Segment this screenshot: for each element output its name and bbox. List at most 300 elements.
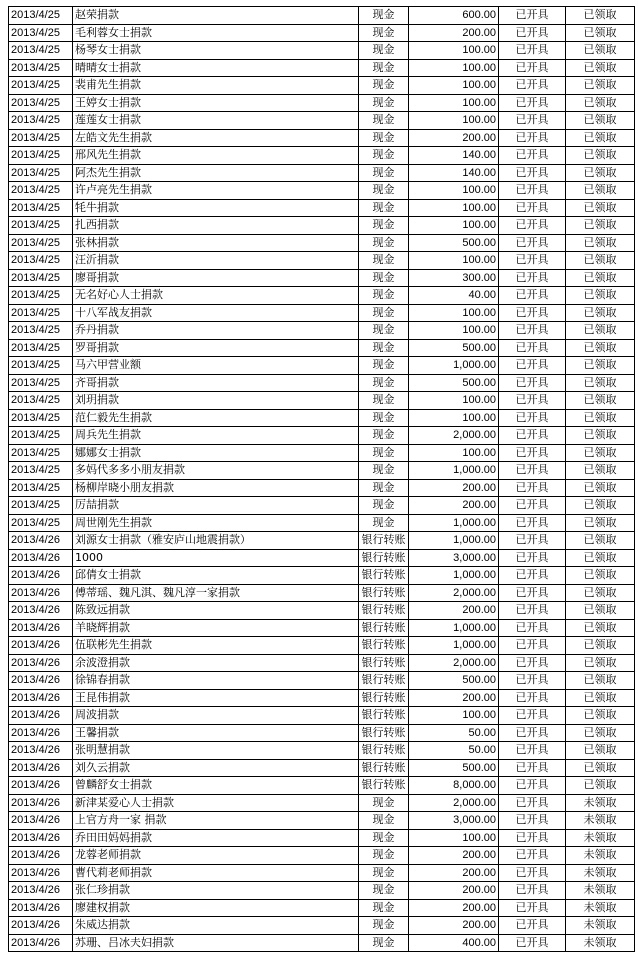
table-row (9, 59, 635, 77)
collection-status-cell: 已领取 (566, 357, 635, 375)
table-row (9, 322, 635, 340)
amount-cell: 300.00 (409, 269, 499, 287)
collection-status-cell: 已领取 (566, 59, 635, 77)
description-cell: 王昆伟捐款 (73, 689, 359, 707)
date-cell: 2013/4/25 (9, 24, 73, 42)
collection-status-cell: 已领取 (566, 409, 635, 427)
date-cell: 2013/4/26 (9, 672, 73, 690)
description-cell: 王馨捐款 (73, 724, 359, 742)
amount-cell: 1,000.00 (409, 462, 499, 480)
receipt-status-cell: 已开具 (499, 322, 566, 340)
description-cell: 陈致远捐款 (73, 602, 359, 620)
table-row (9, 654, 635, 672)
payment-method-cell: 现金 (359, 409, 409, 427)
table-row (9, 129, 635, 147)
payment-method-cell: 现金 (359, 164, 409, 182)
table-row (9, 339, 635, 357)
date-cell: 2013/4/26 (9, 602, 73, 620)
amount-cell: 2,000.00 (409, 427, 499, 445)
amount-cell: 200.00 (409, 602, 499, 620)
payment-method-cell: 现金 (359, 147, 409, 165)
description-cell: 刘久云捐款 (73, 759, 359, 777)
payment-method-cell: 现金 (359, 322, 409, 340)
date-cell: 2013/4/25 (9, 217, 73, 235)
description-cell: 牦牛捐款 (73, 199, 359, 217)
payment-method-cell: 银行转账 (359, 742, 409, 760)
collection-status-cell: 已领取 (566, 532, 635, 550)
collection-status-cell: 已领取 (566, 199, 635, 217)
payment-method-cell: 现金 (359, 357, 409, 375)
receipt-status-cell: 已开具 (499, 462, 566, 480)
payment-method-cell: 现金 (359, 129, 409, 147)
table-row (9, 637, 635, 655)
collection-status-cell: 未领取 (566, 882, 635, 900)
table-row (9, 934, 635, 952)
date-cell: 2013/4/25 (9, 392, 73, 410)
description-cell: 曹代莉老师捐款 (73, 864, 359, 882)
description-cell: 杨柳岸晓小朋友捐款 (73, 479, 359, 497)
receipt-status-cell: 已开具 (499, 304, 566, 322)
table-row (9, 462, 635, 480)
amount-cell: 3,000.00 (409, 549, 499, 567)
table-row (9, 217, 635, 235)
amount-cell: 100.00 (409, 182, 499, 200)
description-cell: 上官方舟一家 捐款 (73, 812, 359, 830)
collection-status-cell: 已领取 (566, 549, 635, 567)
date-cell: 2013/4/26 (9, 724, 73, 742)
receipt-status-cell: 已开具 (499, 847, 566, 865)
table-row (9, 164, 635, 182)
collection-status-cell: 已领取 (566, 304, 635, 322)
amount-cell: 100.00 (409, 77, 499, 95)
table-row (9, 602, 635, 620)
description-cell: 苏珊、吕冰夫妇捐款 (73, 934, 359, 952)
collection-status-cell: 已领取 (566, 374, 635, 392)
description-cell: 十八军战友捐款 (73, 304, 359, 322)
receipt-status-cell: 已开具 (499, 59, 566, 77)
receipt-status-cell: 已开具 (499, 147, 566, 165)
description-cell: 许卢亮先生捐款 (73, 182, 359, 200)
date-cell: 2013/4/25 (9, 199, 73, 217)
date-cell: 2013/4/25 (9, 444, 73, 462)
description-cell: 新津某爱心人士捐款 (73, 794, 359, 812)
receipt-status-cell: 已开具 (499, 182, 566, 200)
payment-method-cell: 现金 (359, 374, 409, 392)
receipt-status-cell: 已开具 (499, 812, 566, 830)
amount-cell: 200.00 (409, 497, 499, 515)
date-cell: 2013/4/25 (9, 252, 73, 270)
collection-status-cell: 已领取 (566, 322, 635, 340)
description-cell: 裴甫先生捐款 (73, 77, 359, 95)
date-cell: 2013/4/26 (9, 917, 73, 935)
donation-ledger (8, 6, 635, 952)
payment-method-cell: 现金 (359, 864, 409, 882)
table-row (9, 672, 635, 690)
date-cell: 2013/4/26 (9, 742, 73, 760)
receipt-status-cell: 已开具 (499, 287, 566, 305)
receipt-status-cell: 已开具 (499, 339, 566, 357)
receipt-status-cell: 已开具 (499, 619, 566, 637)
date-cell: 2013/4/25 (9, 164, 73, 182)
receipt-status-cell: 已开具 (499, 77, 566, 95)
date-cell: 2013/4/25 (9, 304, 73, 322)
collection-status-cell: 未领取 (566, 934, 635, 952)
description-cell: 范仁毅先生捐款 (73, 409, 359, 427)
collection-status-cell: 已领取 (566, 759, 635, 777)
description-cell: 杨琴女士捐款 (73, 42, 359, 60)
collection-status-cell: 已领取 (566, 707, 635, 725)
date-cell: 2013/4/25 (9, 427, 73, 445)
amount-cell: 500.00 (409, 339, 499, 357)
date-cell: 2013/4/26 (9, 759, 73, 777)
payment-method-cell: 银行转账 (359, 777, 409, 795)
payment-method-cell: 现金 (359, 479, 409, 497)
table-row (9, 427, 635, 445)
receipt-status-cell: 已开具 (499, 112, 566, 130)
amount-cell: 100.00 (409, 392, 499, 410)
table-row (9, 882, 635, 900)
description-cell: 扎西捐款 (73, 217, 359, 235)
date-cell: 2013/4/25 (9, 339, 73, 357)
payment-method-cell: 现金 (359, 217, 409, 235)
date-cell: 2013/4/25 (9, 287, 73, 305)
table-row (9, 742, 635, 760)
payment-method-cell: 现金 (359, 59, 409, 77)
table-row (9, 777, 635, 795)
payment-method-cell: 现金 (359, 882, 409, 900)
payment-method-cell: 现金 (359, 182, 409, 200)
amount-cell: 1,000.00 (409, 532, 499, 550)
date-cell: 2013/4/25 (9, 147, 73, 165)
collection-status-cell: 已领取 (566, 479, 635, 497)
collection-status-cell: 已领取 (566, 217, 635, 235)
amount-cell: 100.00 (409, 444, 499, 462)
payment-method-cell: 现金 (359, 94, 409, 112)
amount-cell: 3,000.00 (409, 812, 499, 830)
payment-method-cell: 银行转账 (359, 689, 409, 707)
payment-method-cell: 现金 (359, 339, 409, 357)
collection-status-cell: 未领取 (566, 794, 635, 812)
receipt-status-cell: 已开具 (499, 602, 566, 620)
date-cell: 2013/4/25 (9, 42, 73, 60)
receipt-status-cell: 已开具 (499, 637, 566, 655)
receipt-status-cell: 已开具 (499, 199, 566, 217)
payment-method-cell: 银行转账 (359, 759, 409, 777)
description-cell: 徐锦春捐款 (73, 672, 359, 690)
table-row (9, 392, 635, 410)
receipt-status-cell: 已开具 (499, 742, 566, 760)
description-cell: 刘源女士捐款（雅安庐山地震捐款） (73, 532, 359, 550)
collection-status-cell: 已领取 (566, 112, 635, 130)
amount-cell: 2,000.00 (409, 584, 499, 602)
description-cell: 余波澄捐款 (73, 654, 359, 672)
amount-cell: 100.00 (409, 322, 499, 340)
amount-cell: 200.00 (409, 689, 499, 707)
collection-status-cell: 已领取 (566, 619, 635, 637)
receipt-status-cell: 已开具 (499, 864, 566, 882)
receipt-status-cell: 已开具 (499, 217, 566, 235)
date-cell: 2013/4/26 (9, 567, 73, 585)
receipt-status-cell: 已开具 (499, 234, 566, 252)
payment-method-cell: 银行转账 (359, 619, 409, 637)
description-cell: 莲莲女士捐款 (73, 112, 359, 130)
date-cell: 2013/4/26 (9, 812, 73, 830)
description-cell: 左皓文先生捐款 (73, 129, 359, 147)
amount-cell: 2,000.00 (409, 654, 499, 672)
amount-cell: 8,000.00 (409, 777, 499, 795)
date-cell: 2013/4/25 (9, 182, 73, 200)
description-cell: 周波捐款 (73, 707, 359, 725)
date-cell: 2013/4/26 (9, 934, 73, 952)
date-cell: 2013/4/26 (9, 654, 73, 672)
receipt-status-cell: 已开具 (499, 42, 566, 60)
table-row (9, 514, 635, 532)
receipt-status-cell: 已开具 (499, 409, 566, 427)
description-cell: 阿杰先生捐款 (73, 164, 359, 182)
description-cell: 马六甲营业额 (73, 357, 359, 375)
table-row (9, 917, 635, 935)
date-cell: 2013/4/26 (9, 864, 73, 882)
payment-method-cell: 银行转账 (359, 567, 409, 585)
amount-cell: 500.00 (409, 672, 499, 690)
table-row (9, 252, 635, 270)
amount-cell: 200.00 (409, 847, 499, 865)
table-row (9, 619, 635, 637)
amount-cell: 400.00 (409, 934, 499, 952)
payment-method-cell: 现金 (359, 899, 409, 917)
amount-cell: 100.00 (409, 94, 499, 112)
table-row (9, 287, 635, 305)
table-row (9, 94, 635, 112)
receipt-status-cell: 已开具 (499, 7, 566, 25)
amount-cell: 140.00 (409, 147, 499, 165)
date-cell: 2013/4/26 (9, 899, 73, 917)
collection-status-cell: 已领取 (566, 444, 635, 462)
table-row (9, 497, 635, 515)
table-row (9, 409, 635, 427)
receipt-status-cell: 已开具 (499, 532, 566, 550)
payment-method-cell: 现金 (359, 444, 409, 462)
date-cell: 2013/4/25 (9, 357, 73, 375)
description-cell: 张明慧捐款 (73, 742, 359, 760)
collection-status-cell: 已领取 (566, 514, 635, 532)
date-cell: 2013/4/25 (9, 129, 73, 147)
table-row (9, 199, 635, 217)
payment-method-cell: 现金 (359, 392, 409, 410)
collection-status-cell: 已领取 (566, 147, 635, 165)
receipt-status-cell: 已开具 (499, 707, 566, 725)
payment-method-cell: 现金 (359, 199, 409, 217)
table-row (9, 532, 635, 550)
table-row (9, 24, 635, 42)
collection-status-cell: 已领取 (566, 567, 635, 585)
receipt-status-cell: 已开具 (499, 672, 566, 690)
description-cell: 邢风先生捐款 (73, 147, 359, 165)
date-cell: 2013/4/26 (9, 619, 73, 637)
payment-method-cell: 银行转账 (359, 602, 409, 620)
table-row (9, 812, 635, 830)
description-cell: 张林捐款 (73, 234, 359, 252)
description-cell: 晴晴女士捐款 (73, 59, 359, 77)
date-cell: 2013/4/25 (9, 59, 73, 77)
amount-cell: 100.00 (409, 707, 499, 725)
collection-status-cell: 未领取 (566, 864, 635, 882)
receipt-status-cell: 已开具 (499, 794, 566, 812)
description-cell: 多妈代多多小朋友捐款 (73, 462, 359, 480)
date-cell: 2013/4/25 (9, 479, 73, 497)
date-cell: 2013/4/25 (9, 94, 73, 112)
collection-status-cell: 已领取 (566, 339, 635, 357)
collection-status-cell: 未领取 (566, 829, 635, 847)
description-cell: 乔田田妈妈捐款 (73, 829, 359, 847)
payment-method-cell: 银行转账 (359, 654, 409, 672)
receipt-status-cell: 已开具 (499, 777, 566, 795)
receipt-status-cell: 已开具 (499, 427, 566, 445)
receipt-status-cell: 已开具 (499, 94, 566, 112)
payment-method-cell: 现金 (359, 77, 409, 95)
collection-status-cell: 已领取 (566, 94, 635, 112)
date-cell: 2013/4/25 (9, 322, 73, 340)
payment-method-cell: 现金 (359, 917, 409, 935)
description-cell: 刘玥捐款 (73, 392, 359, 410)
collection-status-cell: 已领取 (566, 672, 635, 690)
receipt-status-cell: 已开具 (499, 567, 566, 585)
receipt-status-cell: 已开具 (499, 829, 566, 847)
date-cell: 2013/4/25 (9, 409, 73, 427)
description-cell: 赵荣捐款 (73, 7, 359, 25)
amount-cell: 1,000.00 (409, 637, 499, 655)
description-cell: 无名好心人士捐款 (73, 287, 359, 305)
description-cell: 齐哥捐款 (73, 374, 359, 392)
table-row (9, 829, 635, 847)
description-cell: 厉喆捐款 (73, 497, 359, 515)
amount-cell: 100.00 (409, 112, 499, 130)
description-cell: 1000 (73, 549, 359, 567)
collection-status-cell: 已领取 (566, 234, 635, 252)
amount-cell: 2,000.00 (409, 794, 499, 812)
amount-cell: 100.00 (409, 217, 499, 235)
receipt-status-cell: 已开具 (499, 514, 566, 532)
amount-cell: 600.00 (409, 7, 499, 25)
receipt-status-cell: 已开具 (499, 24, 566, 42)
receipt-status-cell: 已开具 (499, 584, 566, 602)
date-cell: 2013/4/25 (9, 462, 73, 480)
table-row (9, 584, 635, 602)
receipt-status-cell: 已开具 (499, 252, 566, 270)
table-row (9, 112, 635, 130)
receipt-status-cell: 已开具 (499, 934, 566, 952)
collection-status-cell: 已领取 (566, 497, 635, 515)
amount-cell: 1,000.00 (409, 619, 499, 637)
date-cell: 2013/4/26 (9, 794, 73, 812)
collection-status-cell: 已领取 (566, 654, 635, 672)
collection-status-cell: 已领取 (566, 252, 635, 270)
payment-method-cell: 银行转账 (359, 637, 409, 655)
collection-status-cell: 已领取 (566, 42, 635, 60)
payment-method-cell: 现金 (359, 269, 409, 287)
amount-cell: 50.00 (409, 742, 499, 760)
description-cell: 周世刚先生捐款 (73, 514, 359, 532)
date-cell: 2013/4/26 (9, 847, 73, 865)
description-cell: 张仁珍捐款 (73, 882, 359, 900)
collection-status-cell: 未领取 (566, 917, 635, 935)
amount-cell: 100.00 (409, 252, 499, 270)
collection-status-cell: 已领取 (566, 427, 635, 445)
description-cell: 王婷女士捐款 (73, 94, 359, 112)
amount-cell: 100.00 (409, 199, 499, 217)
payment-method-cell: 现金 (359, 112, 409, 130)
amount-cell: 200.00 (409, 24, 499, 42)
payment-method-cell: 现金 (359, 829, 409, 847)
table-row (9, 724, 635, 742)
donation-table (8, 6, 635, 952)
collection-status-cell: 未领取 (566, 812, 635, 830)
receipt-status-cell: 已开具 (499, 724, 566, 742)
date-cell: 2013/4/26 (9, 532, 73, 550)
table-row (9, 357, 635, 375)
receipt-status-cell: 已开具 (499, 129, 566, 147)
payment-method-cell: 现金 (359, 497, 409, 515)
table-row (9, 269, 635, 287)
date-cell: 2013/4/26 (9, 549, 73, 567)
date-cell: 2013/4/25 (9, 77, 73, 95)
description-cell: 汪沂捐款 (73, 252, 359, 270)
table-row (9, 7, 635, 25)
payment-method-cell: 银行转账 (359, 724, 409, 742)
collection-status-cell: 未领取 (566, 899, 635, 917)
payment-method-cell: 现金 (359, 847, 409, 865)
collection-status-cell: 已领取 (566, 269, 635, 287)
payment-method-cell: 现金 (359, 7, 409, 25)
description-cell: 廖建权捐款 (73, 899, 359, 917)
amount-cell: 100.00 (409, 829, 499, 847)
amount-cell: 1,000.00 (409, 567, 499, 585)
table-row (9, 182, 635, 200)
receipt-status-cell: 已开具 (499, 689, 566, 707)
payment-method-cell: 现金 (359, 287, 409, 305)
amount-cell: 100.00 (409, 409, 499, 427)
amount-cell: 1,000.00 (409, 357, 499, 375)
collection-status-cell: 已领取 (566, 182, 635, 200)
payment-method-cell: 银行转账 (359, 672, 409, 690)
date-cell: 2013/4/25 (9, 269, 73, 287)
description-cell: 朱威达捐款 (73, 917, 359, 935)
table-row (9, 374, 635, 392)
description-cell: 曾麟舒女士捐款 (73, 777, 359, 795)
amount-cell: 200.00 (409, 917, 499, 935)
date-cell: 2013/4/25 (9, 374, 73, 392)
donation-table-body (9, 7, 635, 952)
payment-method-cell: 现金 (359, 812, 409, 830)
payment-method-cell: 现金 (359, 252, 409, 270)
description-cell: 傅蒂瑶、魏凡淇、魏凡淳一家捐款 (73, 584, 359, 602)
amount-cell: 500.00 (409, 374, 499, 392)
payment-method-cell: 银行转账 (359, 707, 409, 725)
payment-method-cell: 现金 (359, 427, 409, 445)
date-cell: 2013/4/25 (9, 497, 73, 515)
receipt-status-cell: 已开具 (499, 392, 566, 410)
date-cell: 2013/4/26 (9, 882, 73, 900)
amount-cell: 100.00 (409, 304, 499, 322)
table-row (9, 479, 635, 497)
receipt-status-cell: 已开具 (499, 479, 566, 497)
description-cell: 周兵先生捐款 (73, 427, 359, 445)
table-row (9, 864, 635, 882)
collection-status-cell: 已领取 (566, 7, 635, 25)
date-cell: 2013/4/26 (9, 637, 73, 655)
table-row (9, 707, 635, 725)
description-cell: 廖哥捐款 (73, 269, 359, 287)
